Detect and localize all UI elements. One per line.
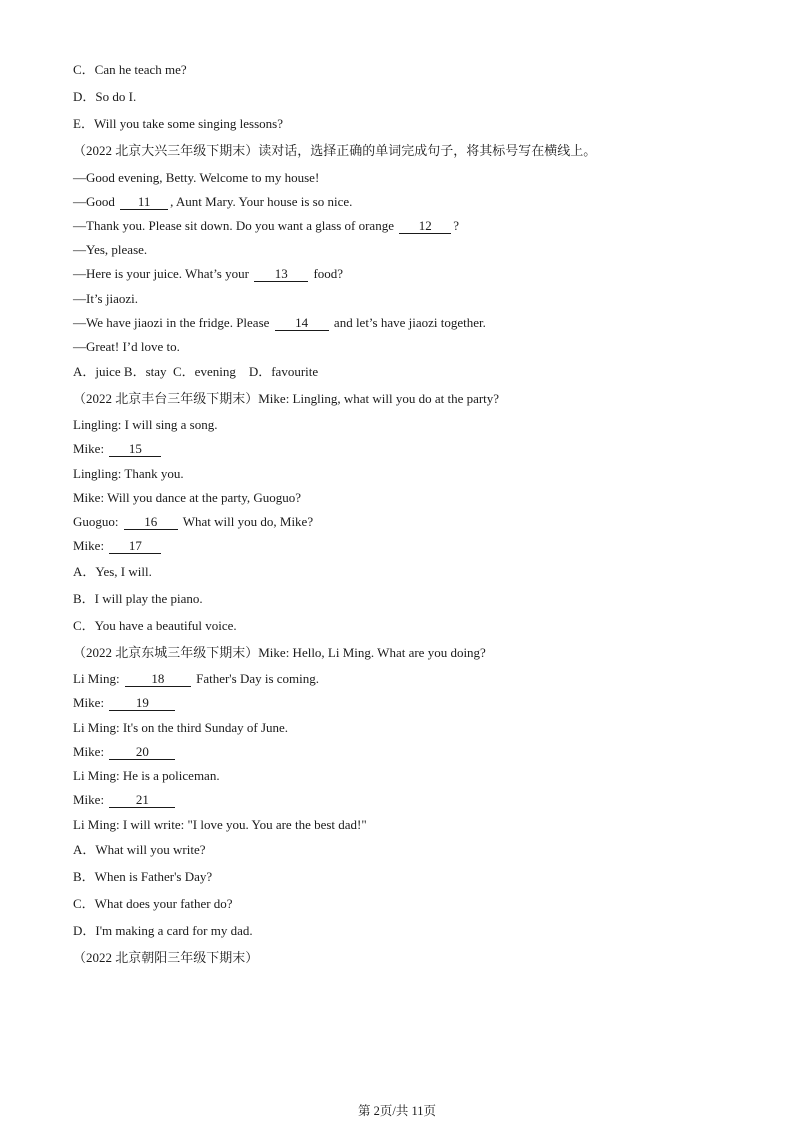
dialogue-text: , Aunt Mary. Your house is so nice. bbox=[170, 194, 353, 209]
answer-blank-15: 15 bbox=[109, 442, 161, 457]
option-e-line: E．Will you take some singing lessons? bbox=[73, 116, 283, 131]
section-header-dongcheng: （2022 北京东城三年级下期末）Mike: Hello, Li Ming. What are you doing? bbox=[73, 645, 486, 660]
dialogue-line: Mike: Will you dance at the party, Guoguo? bbox=[73, 490, 302, 505]
dialogue-line: Li Ming: I will write: "I love you. You are the best dad!" bbox=[73, 817, 367, 832]
speaker-label: Mike: bbox=[73, 744, 105, 759]
dialogue-line: Li Ming: It's on the third Sunday of June. bbox=[73, 720, 289, 735]
section-header-fengtai: （2022 北京丰台三年级下期末）Mike: Lingling, what will you do at the party? bbox=[73, 391, 500, 406]
dialogue-line: —Good evening, Betty. Welcome to my house! bbox=[73, 170, 320, 185]
dialogue-text: What will you do, Mike? bbox=[182, 514, 314, 529]
answer-blank-13: 13 bbox=[254, 267, 308, 282]
dialogue-line: Li Ming: He is a policeman. bbox=[73, 768, 220, 783]
dialogue-line: Lingling: I will sing a song. bbox=[73, 417, 218, 432]
answer-blank-17: 17 bbox=[109, 539, 161, 554]
answer-blank-21: 21 bbox=[109, 793, 175, 808]
dialogue-text: Father's Day is coming. bbox=[196, 671, 320, 686]
option-c-line: C．You have a beautiful voice. bbox=[73, 618, 237, 633]
option-d-line: D．I'm making a card for my dad. bbox=[73, 923, 253, 938]
dialogue-text: ? bbox=[453, 218, 460, 233]
answer-blank-12: 12 bbox=[399, 219, 451, 234]
answer-blank-18: 18 bbox=[125, 672, 191, 687]
dialogue-line: —It’s jiaozi. bbox=[73, 291, 138, 306]
dialogue-text: —Thank you. Please sit down. Do you want a glass of orange bbox=[73, 218, 394, 233]
dialogue-text: food? bbox=[313, 266, 344, 281]
dialogue-line bbox=[73, 514, 313, 530]
answer-blank-11: 11 bbox=[120, 195, 168, 210]
dialogue-text: —Good bbox=[73, 194, 115, 209]
speaker-label: Mike: bbox=[73, 695, 105, 710]
word-options: A．juice B．stay C．evening D．favourite bbox=[73, 364, 319, 379]
option-b-line: B．When is Father's Day? bbox=[73, 869, 213, 884]
dialogue-line bbox=[73, 441, 163, 457]
answer-blank-20: 20 bbox=[109, 745, 175, 760]
dialogue-line: —Yes, please. bbox=[73, 242, 148, 257]
dialogue-text: and let’s have jiaozi together. bbox=[333, 315, 486, 330]
dialogue-line bbox=[73, 744, 177, 760]
option-c-line: C．Can he teach me? bbox=[73, 62, 187, 77]
speaker-label: Mike: bbox=[73, 538, 105, 553]
dialogue-line: Lingling: Thank you. bbox=[73, 466, 184, 481]
option-d-line: D．So do I. bbox=[73, 89, 137, 104]
dialogue-text: —Here is your juice. What’s your bbox=[73, 266, 249, 281]
speaker-label: Guoguo: bbox=[73, 514, 119, 529]
dialogue-line bbox=[73, 266, 343, 282]
dialogue-line bbox=[73, 315, 486, 331]
section-header-chaoyang: （2022 北京朝阳三年级下期末） bbox=[73, 950, 259, 965]
answer-blank-14: 14 bbox=[275, 316, 329, 331]
option-a-line: A．What will you write? bbox=[73, 842, 206, 857]
answer-blank-19: 19 bbox=[109, 696, 175, 711]
speaker-label: Mike: bbox=[73, 441, 105, 456]
option-b-line: B．I will play the piano. bbox=[73, 591, 203, 606]
dialogue-line bbox=[73, 194, 352, 210]
option-a-line: A．Yes, I will. bbox=[73, 564, 152, 579]
dialogue-line bbox=[73, 538, 163, 554]
answer-blank-16: 16 bbox=[124, 515, 178, 530]
dialogue-line bbox=[73, 218, 459, 234]
dialogue-line bbox=[73, 671, 319, 687]
option-c-line: C．What does your father do? bbox=[73, 896, 233, 911]
dialogue-line bbox=[73, 695, 177, 711]
section-header-daxing: （2022 北京大兴三年级下期末）读对话，选择正确的单词完成句子，将其标号写在横线上。 bbox=[73, 143, 597, 158]
dialogue-line bbox=[73, 792, 177, 808]
speaker-label: Mike: bbox=[73, 792, 105, 807]
speaker-label: Li Ming: bbox=[73, 671, 120, 686]
page-number-footer: 第 2页/共 11页 bbox=[357, 1104, 436, 1118]
dialogue-line: —Great! I’d love to. bbox=[73, 339, 180, 354]
dialogue-text: —We have jiaozi in the fridge. Please bbox=[73, 315, 270, 330]
